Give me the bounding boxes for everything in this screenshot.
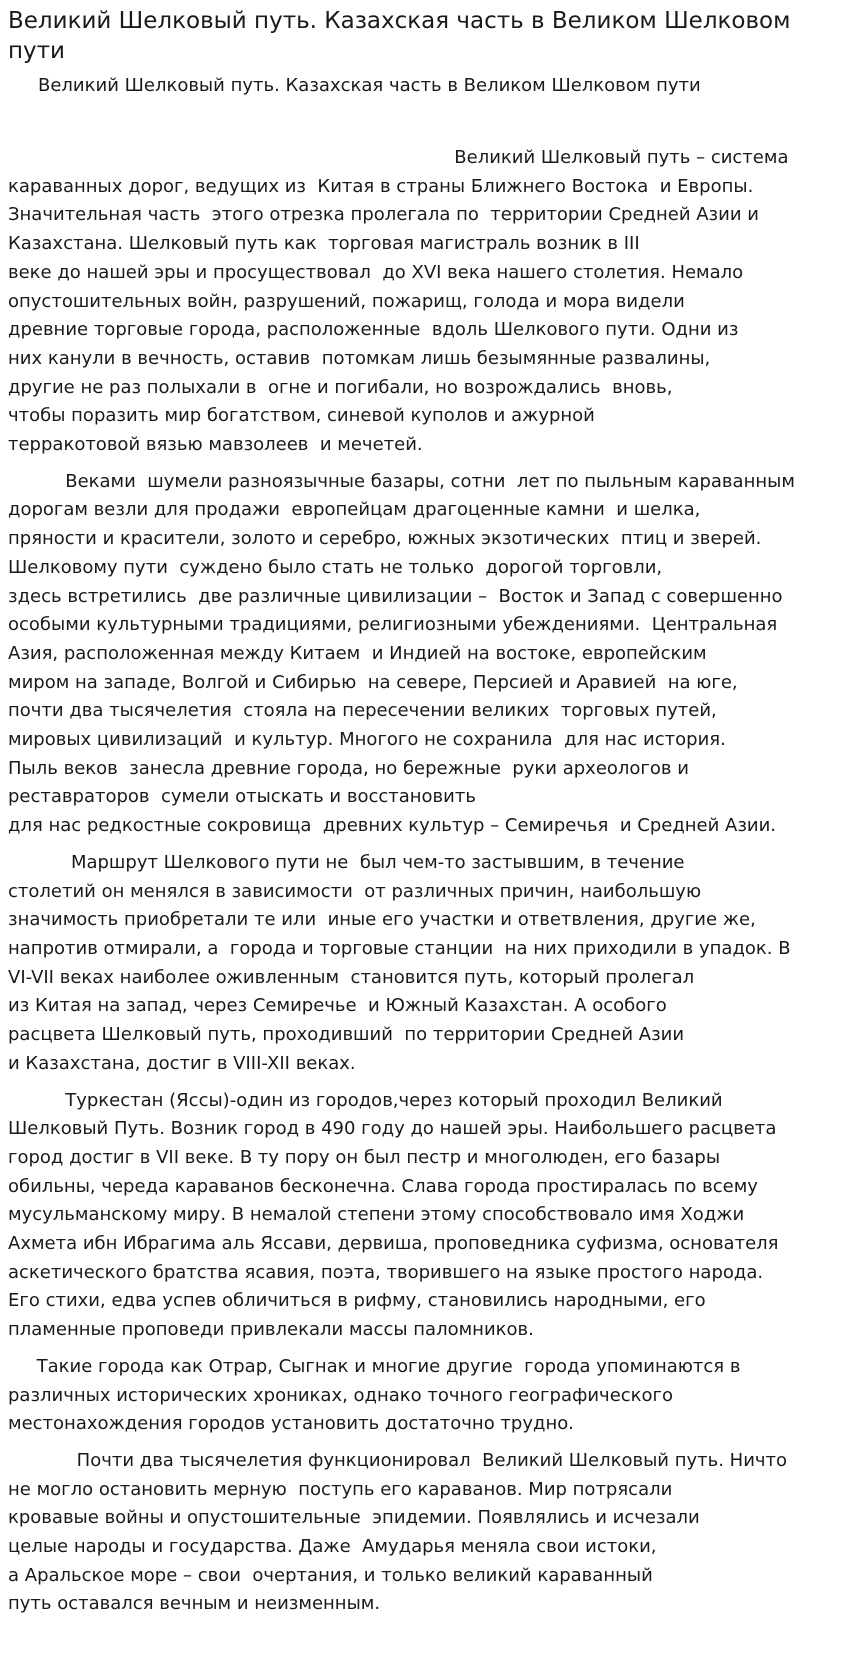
paragraph-line: дорогам везли для продажи европейцам драгоценные камни и шелка, [8, 499, 701, 521]
paragraph-line: Казахстана. Шелковый путь как торговая магистраль возник в III [8, 233, 640, 255]
paragraph-line: обильны, череда караванов бесконечна. Слава города простиралась по всему [8, 1175, 758, 1197]
paragraph-line: терракотовой вязью мавзолеев и мечетей. [8, 434, 423, 456]
paragraph-line: VI-VII веках наиболее оживленным становится путь, который пролегал [8, 966, 695, 988]
paragraph-line: и Казахстана, достиг в VIII-XII веках. [8, 1052, 356, 1074]
paragraph-line: кровавые войны и опустошительные эпидемии. Появлялись и исчезали [8, 1507, 700, 1529]
article-subtitle: Великий Шелковый путь. Казахская часть в Великом Шелковом пути [38, 75, 701, 96]
document-page [8, 6, 840, 1627]
paragraph-line: путь оставался вечным и неизменным. [8, 1593, 381, 1615]
paragraph-line: Пыль веков занесла древние города, но бережные руки археологов и [8, 757, 689, 779]
paragraph-line: напротив отмирали, а города и торговые станции на них приходили в упадок. В [8, 937, 791, 959]
page-title: Великий Шелковый путь. Казахская часть в Великом Шелковом пути [8, 8, 791, 64]
article-body [8, 144, 840, 1619]
article-paragraph [8, 144, 840, 460]
paragraph-line: Почти два тысячелетия функционировал Великий Шелковый путь. Ничто [8, 1449, 788, 1471]
paragraph-line: а Аральское море – свои очертания, и только великий караванный [8, 1564, 653, 1586]
paragraph-line: здесь встретились две различные цивилизации – Восток и Запад с совершенно [8, 585, 783, 607]
paragraph-line: особыми культурными традициями, религиозными убеждениями. Центральная [8, 614, 778, 636]
paragraph-line: значимость приобретали те или иные его участки и ответвления, другие же, [8, 909, 756, 931]
paragraph-line: целые народы и государства. Даже Амударья меняла свои истоки, [8, 1536, 657, 1558]
paragraph-line: Значительная часть этого отрезка пролегала по территории Средней Азии и [8, 204, 759, 226]
paragraph-line: расцвета Шелковый путь, проходивший по территории Средней Азии [8, 1024, 685, 1046]
paragraph-line: чтобы поразить мир богатством, синевой куполов и ажурной [8, 405, 595, 427]
article-paragraph [8, 1353, 840, 1439]
paragraph-line: Великий Шелковый путь – система [8, 147, 789, 168]
paragraph-line: для нас редкостные сокровища древних культур – Семиречья и Средней Азии. [8, 815, 777, 837]
article-paragraph [8, 1087, 840, 1345]
paragraph-line: различных исторических хрониках, однако точного географического [8, 1384, 674, 1406]
paragraph-line: веке до нашей эры и просуществовал до XVI века нашего столетия. Немало [8, 261, 744, 283]
paragraph-line: Такие города как Отрар, Сыгнак и многие другие города упоминаются в [8, 1355, 741, 1377]
paragraph-line: пряности и красители, золото и серебро, южных экзотических птиц и зверей. [8, 528, 762, 550]
paragraph-line: другие не раз полыхали в огне и погибали, но возрождались вновь, [8, 376, 673, 398]
paragraph-line: местонахождения городов установить достаточно трудно. [8, 1413, 574, 1435]
paragraph-line: Шелковому пути суждено было стать не только дорогой торговли, [8, 556, 663, 578]
paragraph-line: караванных дорог, ведущих из Китая в страны Ближнего Востока и Европы. [8, 175, 754, 197]
paragraph-line: мировых цивилизаций и культур. Многого не сохранила для нас история. [8, 729, 726, 751]
paragraph-line: город достиг в VII веке. В ту пору он был пестр и многолюден, его базары [8, 1146, 721, 1168]
paragraph-line: Туркестан (Яссы)-один из городов,через который проходил Великий [8, 1089, 723, 1111]
paragraph-line: столетий он менялся в зависимости от различных причин, наибольшую [8, 880, 702, 902]
article-paragraph [8, 849, 840, 1079]
paragraph-line: Азия, расположенная между Китаем и Индией на востоке, европейским [8, 642, 707, 664]
article-paragraph [8, 1447, 840, 1619]
paragraph-line: опустошительных войн, разрушений, пожарищ, голода и мора видели [8, 290, 685, 312]
paragraph-line: аскетического братства ясавия, поэта, творившего на языке простого народа. [8, 1261, 764, 1283]
paragraph-line: реставраторов сумели отыскать и восстановить [8, 786, 476, 808]
paragraph-line: миром на западе, Волгой и Сибирью на севере, Персией и Аравией на юге, [8, 671, 738, 693]
article-paragraph [8, 468, 840, 841]
paragraph-line: мусульманскому миру. В немалой степени этому способствовало имя Ходжи [8, 1204, 745, 1226]
paragraph-line: Ахмета ибн Ибрагима аль Яссави, дервиша, проповедника суфизма, основателя [8, 1233, 779, 1255]
paragraph-line: Маршрут Шелкового пути не был чем-то застывшим, в течение [8, 851, 685, 873]
paragraph-line: почти два тысячелетия стояла на пересечении великих торговых путей, [8, 700, 717, 722]
paragraph-line: не могло остановить мерную поступь его караванов. Мир потрясали [8, 1478, 673, 1500]
paragraph-line: них канули в вечность, оставив потомкам лишь безымянные развалины, [8, 347, 711, 369]
paragraph-line: древние торговые города, расположенные вдоль Шелкового пути. Одни из [8, 319, 739, 341]
paragraph-line: пламенные проповеди привлекали массы паломников. [8, 1319, 534, 1341]
paragraph-line: Веками шумели разноязычные базары, сотни лет по пыльным караванным [8, 470, 795, 492]
paragraph-line: Его стихи, едва успев обличиться в рифму, становились народными, его [8, 1290, 706, 1312]
paragraph-line: Шелковый Путь. Возник город в 490 году до нашей эры. Наибольшего расцвета [8, 1118, 777, 1140]
paragraph-line: из Китая на запад, через Семиречье и Южный Казахстан. А особого [8, 995, 667, 1017]
